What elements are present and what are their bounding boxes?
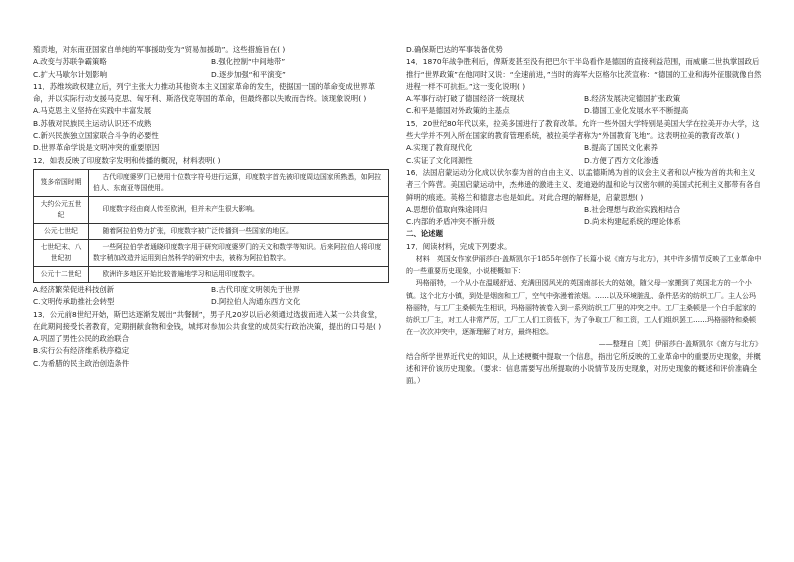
table-era-cell: 大约公元五世纪 [34,196,89,223]
q10-stem-tail: 殖贡地，对东南亚国家自单纯的军事援助变为“贸易加援助”。这些措施旨在( ) [33,45,286,54]
table-era-cell: 公元十二世纪 [34,266,89,282]
table-row [34,266,389,282]
q11-stem: 11．苏维埃政权建立后，列宁主张大力推动其他资本主义国家革命的发生，使据国一国的革命变成世界革命，并以实际行动支援马克思、匈牙利、斯洛伐克等国的革命，但最终都以失败而告终。该现象说明( ) [33,81,375,104]
q17-stem: 17．阅读材料，完成下列要求。 [406,241,512,251]
q10-option-b[interactable]: B.强化控制“中间地带” [211,57,286,67]
left-column [33,44,389,370]
q15-option-b[interactable]: B.提高了国民文化素养 [584,143,658,153]
table-text-cell: 古代印度婆罗门已使用十位数字符号进行运算，印度数字首先被印度周边国家所熟悉，如阿拉伯人、东南亚等国使用。 [89,169,389,196]
table-era-cell: 笈多帝国时期 [34,169,89,196]
q17-task: 结合所学世界近代史的知识，从上述梗概中提取一个信息，指出它所反映的工业革命中的重要历史现象，并概述和评价该历史现象。（要求：信息需要写出所提取的小说情节及历史现象，对历史现象的概述和评价准确全面。） [406,351,761,386]
q14-options-row1 [406,93,762,105]
q11-option-a[interactable]: A.马克思主义坚持在实践中丰富发展 [33,106,152,116]
q13-option-a[interactable]: A.巩固了男性公民的政治联合 [33,334,129,344]
table-text-cell: 欧洲许多地区开始比较普遍地学习和运用印度数字。 [89,266,389,282]
q10-option-a[interactable]: A.改变与苏联争霸策略 [33,57,107,67]
q16-stem: 16．法国启蒙运动分化成以伏尔泰为首的自由主义、以孟德斯鸠为首的议会主义者和以卢梭为首的共和主义者三个阵营。美国启蒙运动中，杰弗逊的激进主义、麦迪逊的温和论与汉密尔顿的美国式托利主义都带有各自鲜明的痕迹。英格兰和德意志也是如此。对此合理的解释是，启蒙思想( ) [406,167,761,202]
q14-option-d[interactable]: D.德国工业化发展水平不断提高 [584,106,689,116]
table-era-cell: 七世纪末、八世纪初 [34,239,89,266]
table-row [34,196,389,223]
q14-options-row2 [406,105,762,117]
q15-options-row2 [406,155,762,167]
q12-option-d[interactable]: D.阿拉伯人沟通东西方文化 [211,297,301,307]
q14-stem: 14．1870年战争胜利后，俾斯麦甚至没有把巴尔干半岛看作是德国的直接利益范围，而威廉二世执掌国政后推行“世界政策”在他同时又说：“全速前进，”当时的海军大臣格尔比茨宣称：“德国的工业和海外征服就像自然进程一样不可抗拒。”这一变化说明( ) [406,57,762,91]
table-text-cell: 印度数字经由商人传至欧洲，但并未产生很大影响。 [89,196,389,223]
q16-options-row2 [406,216,762,228]
section-title: 二、论述题 [406,229,443,239]
table-row [34,239,389,266]
material-source: ——整理自［英］伊丽莎白·盖斯凯尔《南方与北方》 [598,340,762,349]
q15-option-d[interactable]: D.方便了西方文化渗透 [584,155,659,165]
q10-options-row2 [33,69,389,81]
q12-stem: 12．如表反映了印度数字发明和传播的概况，材料表明( ) [33,155,221,165]
q17-material [406,253,762,338]
q12-option-a[interactable]: A.经济繁荣促进科技创新 [33,284,115,294]
q11-option-b[interactable]: B.苏俄对民族民主运动认识还不成熟 [33,118,152,128]
q13-option-b[interactable]: B.实行公有经济维系秩序稳定 [33,346,130,356]
q10-options-row1 [33,56,389,68]
q15-stem: 15．20世纪80年代以来，拉美多国进行了教育改革。允许一些外国大学特别是美国大学在拉美开办大学，这些大学并不列入所在国家的教育管理系统，被拉美学者称为“外国教育飞地”。这表明拉美的教育改革( ) [406,118,760,141]
q15-options-row1 [406,142,762,154]
q12-options-row2 [33,296,389,308]
material-lead: 材料 英国女作家伊丽莎白·盖斯凯尔于1855年创作了长篇小说《南方与北方》，其中许多情节反映了工业革命中的一些重要历史现象，小说梗概如下： [406,255,762,276]
q16-option-c[interactable]: C.内部的矛盾冲突不断升级 [406,217,495,227]
q14-option-a[interactable]: A.军事行动打破了德国经济一统现状 [406,94,525,104]
q16-option-b[interactable]: B.社会理想与政治实践相结合 [584,204,681,214]
q10-option-c[interactable]: C.扩大马歇尔计划影响 [33,69,108,79]
table-row [34,223,389,239]
table-text-cell: 随着阿拉伯势力扩张，印度数字被广泛传播到一些国家的地区。 [89,223,389,239]
q11-option-c[interactable]: C.新兴民族独立国家联合斗争的必要性 [33,131,159,141]
q16-options-row1 [406,204,762,216]
q13-option-c[interactable]: C.为希腊的民主政治创造条件 [33,358,130,368]
q15-option-c[interactable]: C.实证了文化同源性 [406,155,473,165]
material-paragraph: 玛格丽特，一个从小在温暖舒适、充满田园风光的英国南部长大的姑娘，随父母一家搬到了英国北方的一个小镇。这个北方小镇，到处是烟囱和工厂，空气中弥漫着浓烟。……以及环境脏乱、条件恶劣的纺织工厂。主人公玛格丽特，与工厂主桑顿先生相识，玛格丽特被卷入到一系列纺织工厂里的冲突之中。工厂主桑顿是一个白手起家的纺织工厂主，对工人非常严厉，工厂工人们工资低下，为了争取工厂和工资，工人们组织罢工……玛格丽特和桑顿在一次次冲突中，逐渐理解了对方，最终相恋。 [406,279,756,337]
q13-option-d[interactable]: D.确保斯巴达的军事装备优势 [406,45,503,54]
q15-option-a[interactable]: A.实现了教育现代化 [406,143,473,153]
table-row [34,169,389,196]
q12-option-b[interactable]: B.古代印度文明领先于世界 [211,284,300,294]
table-text-cell: 一些阿拉伯学者通晓印度数字用于研究印度婆罗门的天文和数学等知识。后来阿拉伯人将印度数字稍加改造并运用到自然科学的研究中去，被称为阿拉伯数字。 [89,239,389,266]
q11-option-d[interactable]: D.世界革命学说是文明冲突的重要原因 [33,143,160,153]
q16-option-d[interactable]: D.尚未构建起系统的理论体系 [584,217,681,227]
right-column [406,44,762,388]
q10-option-d[interactable]: D.逐步加强“和平演变” [211,69,286,79]
table-era-cell: 公元七世纪 [34,223,89,239]
q16-option-a[interactable]: A.思想价值取向殊途同归 [406,204,488,214]
q12-option-c[interactable]: C.文明传承助推社会转型 [33,297,115,307]
q14-option-c[interactable]: C.和平是德国对外政策的主基点 [406,106,510,116]
q14-option-b[interactable]: B.经济发展决定德国扩张政策 [584,94,681,104]
q12-table [33,169,389,283]
q13-stem: 13．公元前8世纪开始，斯巴达逐渐发展出“共餐制”，男子凡20岁以后必须通过选拔而进入某一公共食堂，在此期间接受长者教育，定期捐献食物和金钱，城邦对参加公共食堂的成员实行政治决策，提出的口号是( ) [33,309,382,331]
q12-options-row1 [33,284,389,296]
